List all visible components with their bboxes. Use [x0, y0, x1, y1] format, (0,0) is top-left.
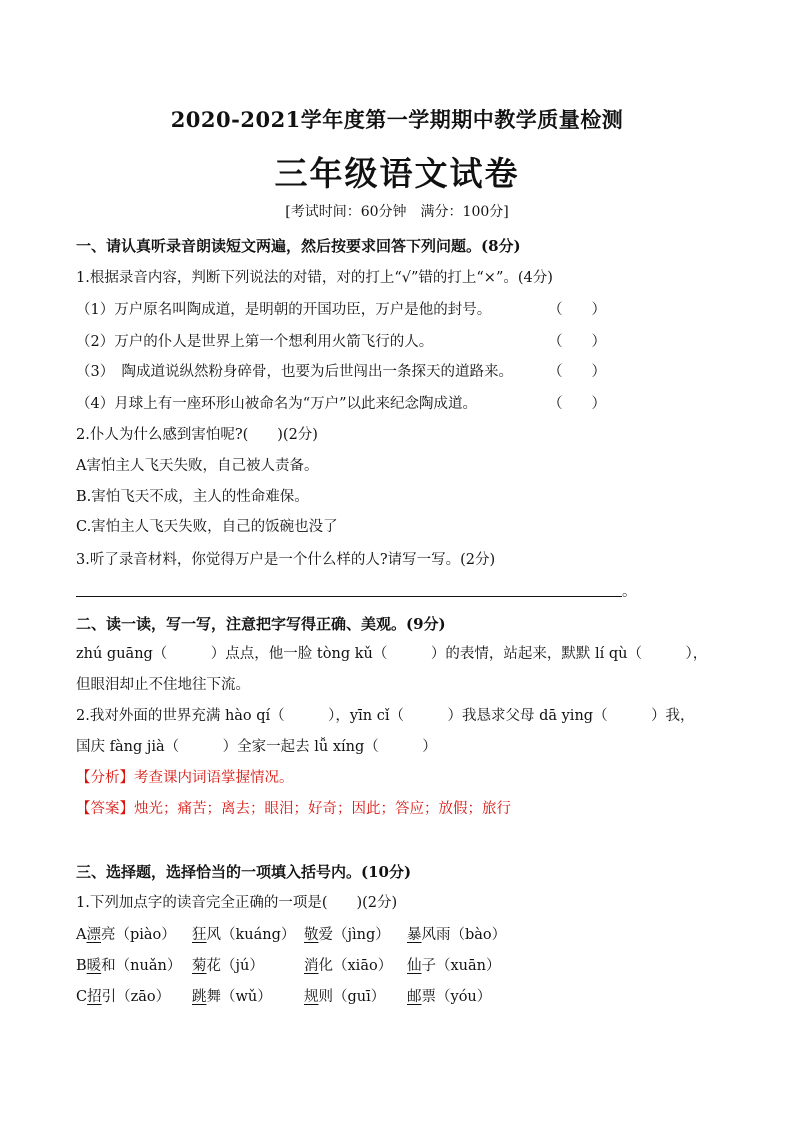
- q3-1-stem: 1.下列加点字的读音完全正确的一项是( )(2分): [76, 895, 398, 911]
- section3-heading: 三、选择题，选择恰当的一项填入括号内。(10分): [76, 863, 412, 881]
- section1-heading: 一、请认真听录音朗读短文两遍，然后按要求回答下列问题。(8分): [76, 237, 521, 255]
- choice-b-word-3: [304, 956, 392, 976]
- dotted-char: 敬: [304, 927, 319, 943]
- judge-blank-4[interactable]: （ ）: [548, 396, 606, 412]
- judge-item-1: （1）万户原名叫陶成道，是明朝的开国功臣，万户是他的封号。: [76, 302, 492, 318]
- word-rest: 则（guī）: [318, 989, 386, 1005]
- pinyin-line-2: 但眼泪却止不住地往下流。: [76, 677, 250, 693]
- judge-blank-1[interactable]: （ ）: [548, 302, 606, 318]
- word-rest: 和（nuǎn）: [101, 958, 182, 974]
- word-rest: 票（yóu）: [421, 989, 492, 1005]
- dotted-char: 暖: [86, 958, 102, 974]
- word-rest: 爱（jìng）: [318, 927, 390, 943]
- word-rest: 舞（wǔ）: [206, 989, 272, 1005]
- dotted-char: 狂: [192, 927, 207, 943]
- word-rest: 风（kuáng）: [206, 927, 296, 943]
- exam-term-title: 2020-2021学年度第一学期期中教学质量检测: [170, 107, 624, 132]
- analysis-row: [76, 768, 294, 788]
- choice-label: C: [76, 989, 88, 1005]
- word-rest: 引（zāo）: [101, 989, 171, 1005]
- word-rest: 风雨（bào）: [421, 927, 507, 943]
- word-rest: 化（xiāo）: [318, 958, 393, 974]
- choice-label: A: [76, 927, 87, 943]
- answer-line-end: 。: [622, 584, 637, 600]
- q2-option-a[interactable]: A害怕主人飞天失败，自己被人责备。: [76, 458, 319, 474]
- choice-c-word-2: [192, 987, 272, 1007]
- choice-a-word-2: [192, 925, 295, 945]
- judge-blank-3[interactable]: （ ）: [548, 364, 606, 380]
- judge-item-4: （4）月球上有一座环形山被命名为“万户”以此来纪念陶成道。: [76, 396, 478, 412]
- analysis-tag: 【分析】: [76, 770, 134, 786]
- word-rest: 亮（piào）: [100, 927, 176, 943]
- answer-tag: 【答案】: [76, 801, 134, 817]
- dotted-char: 规: [304, 989, 319, 1005]
- analysis-text: 考查课内词语掌握情况。: [134, 770, 294, 786]
- answer-row: [76, 799, 511, 819]
- choice-c-word-4: [407, 987, 491, 1007]
- exam-info: [考试时间：60分钟 满分：100分]: [285, 204, 509, 220]
- dotted-char: 仙: [407, 958, 422, 974]
- choice-label: B: [76, 958, 87, 974]
- dotted-char: 菊: [192, 958, 207, 974]
- judge-item-3: （3） 陶成道说纵然粉身碎骨，也要为后世闯出一条探天的道路来。: [76, 364, 513, 380]
- q2-option-b[interactable]: B.害怕飞天不成，主人的性命难保。: [76, 489, 309, 505]
- word-rest: 花（jú）: [206, 958, 264, 974]
- choice-row-c[interactable]: [76, 987, 170, 1007]
- choice-b-word-4: [407, 956, 501, 976]
- judge-blank-2[interactable]: （ ）: [548, 334, 606, 350]
- choice-c-word-3: [304, 987, 385, 1007]
- pinyin-line-1: zhú guāng（ ）点点，他一脸 tòng kǔ（ ）的表情，站起来，默默 lí qù（ ），: [76, 646, 708, 662]
- answer-text: 烛光；痛苦；离去；眼泪；好奇；因此；答应；放假；旅行: [134, 801, 511, 817]
- dotted-char: 暴: [407, 927, 422, 943]
- choice-a-word-4: [407, 925, 506, 945]
- dotted-char: 消: [304, 958, 319, 974]
- paper-title: 三年级语文试卷: [274, 154, 520, 193]
- q1-stem: 1.根据录音内容，判断下列说法的对错，对的打上“√”错的打上“×”。(4分): [76, 270, 553, 286]
- q2-option-c[interactable]: C.害怕主人飞天失败，自己的饭碗也没了: [76, 519, 338, 535]
- dotted-char: 跳: [192, 989, 207, 1005]
- dotted-char: 漂: [86, 927, 101, 943]
- choice-a-word-3: [304, 925, 390, 945]
- pinyin-line-4: 国庆 fàng jià（ ）全家一起去 lǚ xíng（ ）: [76, 739, 437, 755]
- section2-heading: 二、读一读，写一写，注意把字写得正确、美观。(9分): [76, 615, 446, 633]
- dotted-char: 邮: [407, 989, 422, 1005]
- pinyin-line-3: 2.我对外面的世界充满 hào qí（ ），yīn cǐ（ ）我恳求父母 dā ying（ ）我，: [76, 708, 695, 724]
- word-rest: 子（xuān）: [421, 958, 501, 974]
- choice-row-b[interactable]: [76, 956, 181, 976]
- q3-stem: 3.听了录音材料，你觉得万户是一个什么样的人?请写一写。(2分): [76, 552, 496, 568]
- dotted-char: 招: [87, 989, 102, 1005]
- judge-item-2: （2）万户的仆人是世界上第一个想利用火箭飞行的人。: [76, 334, 434, 350]
- choice-b-word-2: [192, 956, 264, 976]
- choice-row-a[interactable]: [76, 925, 176, 945]
- answer-line[interactable]: [76, 596, 622, 597]
- q2-stem: 2.仆人为什么感到害怕呢?( )(2分): [76, 427, 318, 443]
